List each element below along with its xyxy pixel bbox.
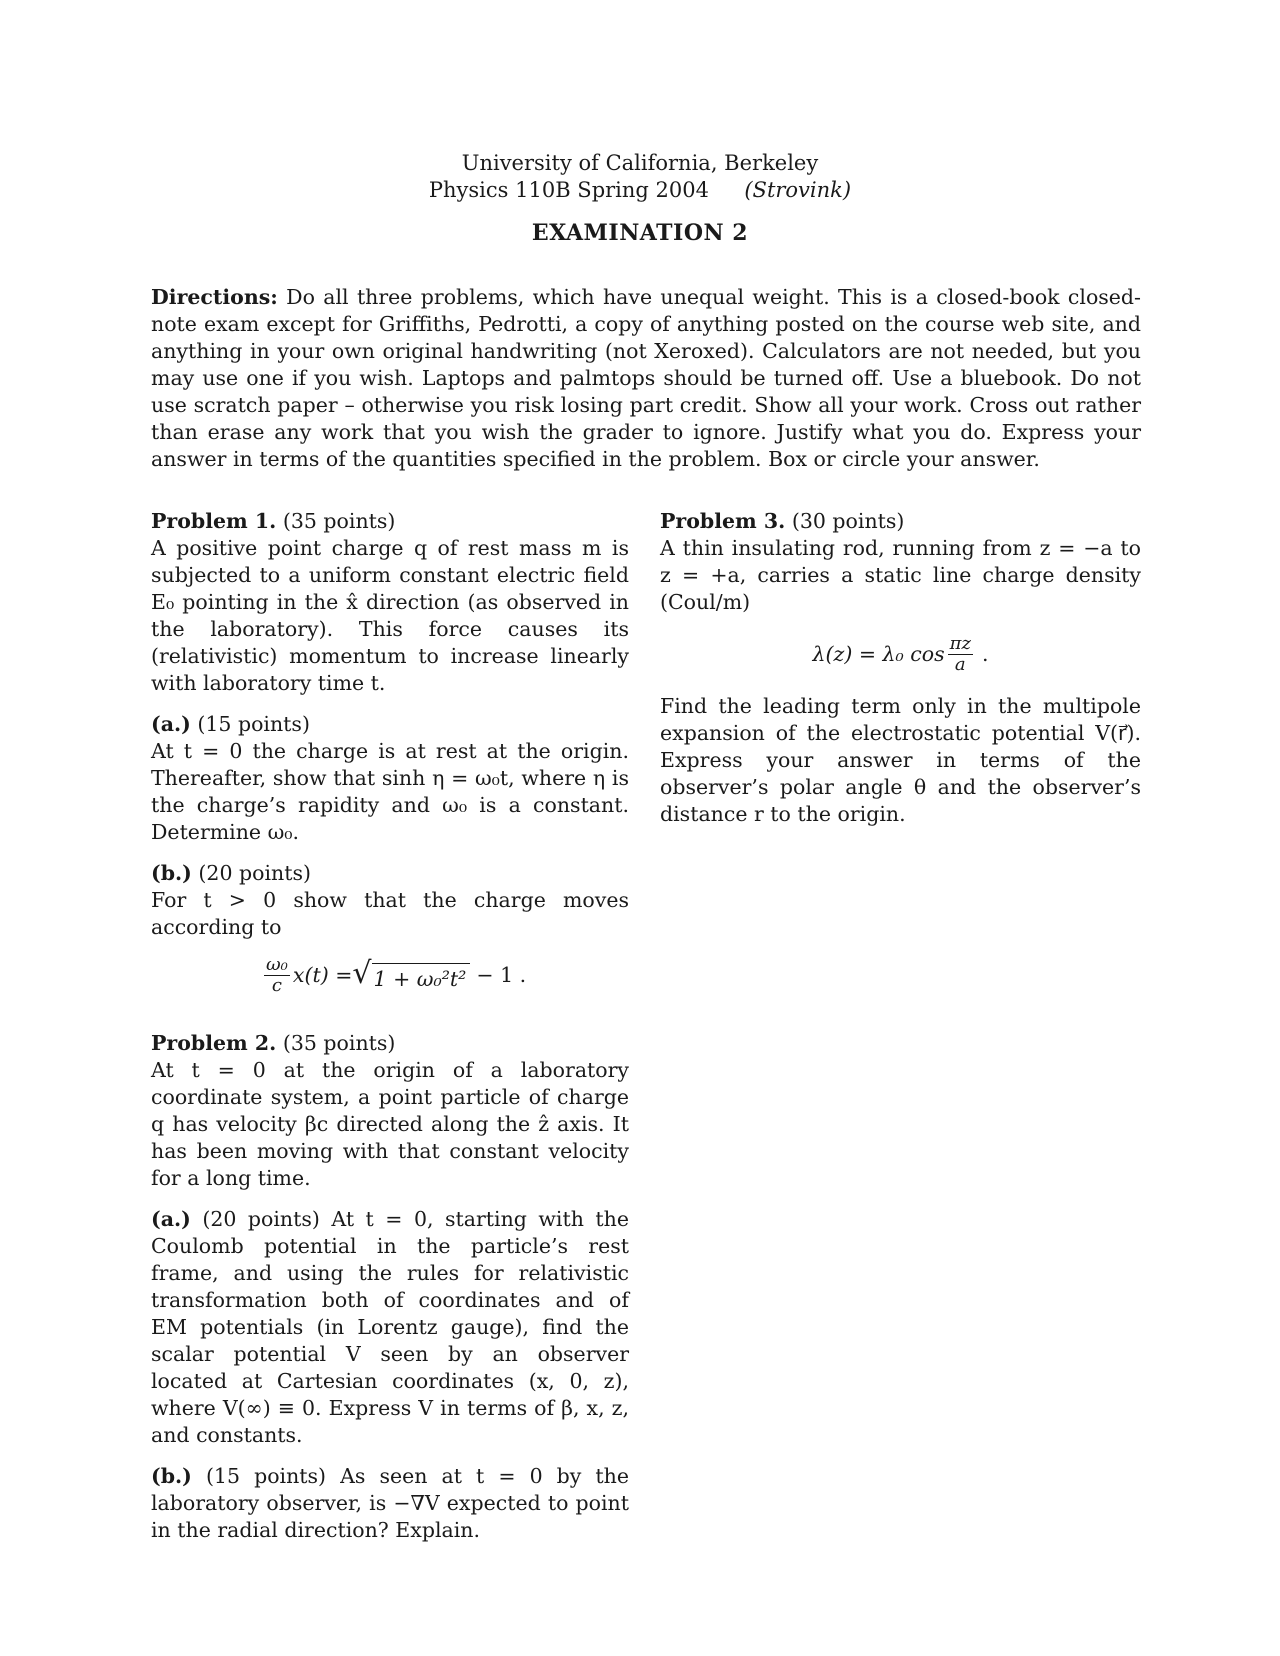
problem-1-part-b: [151, 860, 629, 996]
problem-2-part-b: [151, 1463, 629, 1544]
equation-tail: − 1 .: [476, 963, 527, 987]
problem-1-part-a: [151, 711, 629, 846]
problem-3-points: (30 points): [791, 509, 905, 533]
university-name: University of California, Berkeley: [461, 151, 819, 175]
problem-1-equation: [151, 955, 629, 996]
equation-fraction: [264, 955, 290, 996]
problem-3: [660, 508, 1141, 828]
problem-2-heading: [151, 1030, 629, 1057]
equation-sqrt: [352, 955, 470, 993]
problem-1-part-a-label: (a.): [151, 712, 191, 736]
problem-1-part-a-text: At t = 0 the charge is at rest at the origin. Thereafter, show that sinh η = ω₀t, where η is the charge’s rapidity and ω₀ is a constant. Determine ω₀.: [151, 739, 629, 844]
equation-numerator: ω₀: [266, 954, 288, 975]
problem-1-points: (35 points): [282, 509, 396, 533]
problem-1-intro: A positive point charge q of rest mass m is subjected to a uniform constant electric field E₀ pointing in the x̂ direction (as observed in the laboratory). This force causes its (relativistic) momentum to increase linearly with laboratory time t.: [151, 536, 629, 695]
problem-2-intro: At t = 0 at the origin of a laboratory coordinate system, a point particle of charge q has velocity βc directed along the ẑ axis. It has been moving with that constant velocity for a long time.: [151, 1058, 629, 1190]
problem-2-points: (35 points): [282, 1031, 396, 1055]
problem-1-part-b-points: (20 points): [198, 861, 311, 885]
course-line: [0, 177, 1280, 204]
problem-1: [151, 508, 629, 996]
problem-2-part-b-label: (b.): [151, 1464, 192, 1488]
problem-2-part-b-text: (15 points) As seen at t = 0 by the laboratory observer, is −∇V expected to point in the radial direction? Explain.: [151, 1464, 629, 1542]
right-column: [660, 508, 1141, 828]
problem-3-name: Problem 3.: [660, 509, 786, 533]
instructor-name: (Strovink): [744, 178, 852, 202]
problem-3-intro: A thin insulating rod, running from z = −a to z = +a, carries a static line charge density (Coul/m): [660, 536, 1141, 614]
directions-text: Do all three problems, which have unequal weight. This is a closed-book closed-note exam except for Griffiths, Pedrotti, a copy of anything posted on the course web site, and anything in your own original handwriting (not Xeroxed). Calculators are not needed, but you may use one if you wish. Laptops and palmtops should be turned off. Use a bluebook. Do not use scratch paper – otherwise you risk losing part credit. Show all your work. Cross out rather than erase any work that you wish the grader to ignore. Justify what you do. Express your answer in terms of the quantities specified in the problem. Box or circle your answer.: [151, 285, 1141, 471]
problem-2-part-a: [151, 1206, 629, 1449]
equation-radicand: 1 + ω₀²t²: [372, 963, 471, 993]
equation-denominator: c: [271, 975, 282, 996]
problem-3-equation-denominator: a: [954, 654, 966, 675]
sqrt-sign-icon: √: [352, 955, 372, 991]
problem-3-equation-numerator: πz: [949, 633, 971, 654]
problem-3-heading: [660, 508, 1141, 535]
equation-lhs: x(t) =: [292, 963, 353, 987]
problem-1-part-b-label: (b.): [151, 861, 192, 885]
problem-3-equation-lhs: λ(z) = λ₀ cos: [812, 642, 945, 666]
problem-3-equation: [660, 634, 1141, 675]
problem-3-equation-fraction: [948, 634, 973, 675]
problem-2-name: Problem 2.: [151, 1031, 277, 1055]
exam-header: [0, 150, 1280, 246]
problem-1-name: Problem 1.: [151, 509, 277, 533]
directions-block: [151, 284, 1141, 473]
left-column: [151, 508, 629, 1544]
problem-2: [151, 1030, 629, 1544]
problem-3-equation-tail: .: [981, 642, 989, 666]
problem-1-part-a-points: (15 points): [197, 712, 310, 736]
course-name: Physics 110B Spring 2004: [428, 178, 709, 202]
problem-2-part-a-label: (a.): [151, 1207, 191, 1231]
problem-1-part-b-text: For t > 0 show that the charge moves according to: [151, 888, 629, 939]
exam-title: EXAMINATION 2: [531, 220, 749, 246]
problem-1-heading: [151, 508, 629, 535]
problem-3-text: Find the leading term only in the multipole expansion of the electrostatic potential V(r⃗). Express your answer in terms of the observer’s polar angle θ and the observer’s distance r to the origin.: [660, 694, 1141, 826]
problem-2-part-a-text: (20 points) At t = 0, starting with the Coulomb potential in the particle’s rest frame, and using the rules for relativistic transformation both of coordinates and of EM potentials (in Lorentz gauge), find the scalar potential V seen by an observer located at Cartesian coordinates (x, 0, z), where V(∞) ≡ 0. Express V in terms of β, x, z, and constants.: [151, 1207, 629, 1447]
directions-label: Directions:: [151, 285, 278, 309]
